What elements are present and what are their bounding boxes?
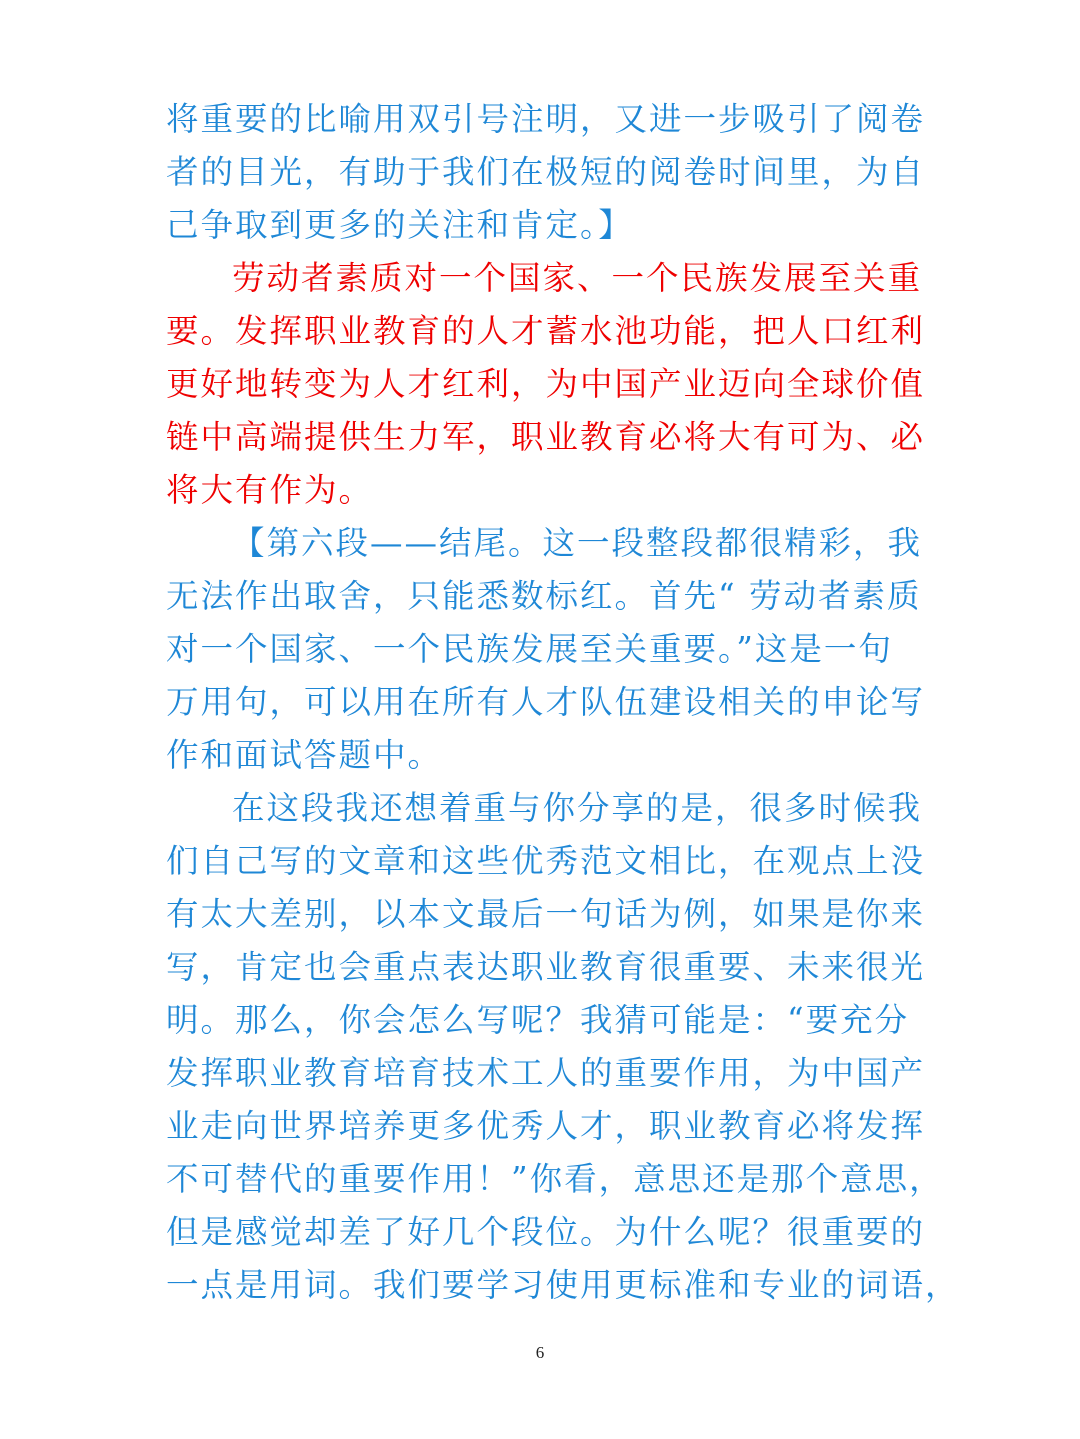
text-line: 万用句，可以用在所有人才队伍建设相关的申论写 [166, 683, 926, 721]
paragraph-sharing [166, 782, 960, 1312]
paragraph-red-quote [166, 252, 926, 517]
text-line: 链中高端提供生力军，职业教育必将大有可为、必 [166, 418, 926, 456]
text-line: 们自己写的文章和这些优秀范文相比，在观点上没 [166, 842, 926, 880]
paragraph-section-six [166, 517, 926, 782]
text-line: 【第六段——结尾。这一段整段都很精彩，我 [232, 524, 923, 562]
text-line: 者的目光，有助于我们在极短的阅卷时间里，为自 [166, 153, 926, 191]
text-line: 劳动者素质对一个国家、一个民族发展至关重 [232, 259, 923, 297]
text-line: 业走向世界培养更多优秀人才，职业教育必将发挥 [166, 1107, 926, 1145]
text-line: 在这段我还想着重与你分享的是，很多时候我 [232, 789, 923, 827]
page-number: 6 [535, 1343, 545, 1362]
text-line: 作和面试答题中。 [166, 736, 443, 774]
text-line: 发挥职业教育培育技术工人的重要作用，为中国产 [166, 1054, 926, 1092]
text-line: 将大有作为。 [166, 471, 374, 509]
paragraph-continuation [166, 93, 926, 252]
text-line: 有太大差别，以本文最后一句话为例，如果是你来 [166, 895, 926, 933]
text-line: 但是感觉却差了好几个段位。为什么呢？很重要的 [166, 1213, 926, 1251]
text-line: 写，肯定也会重点表达职业教育很重要、未来很光 [166, 948, 926, 986]
text-line: 明。那么，你会怎么写呢？我猜可能是：“要充分 [166, 1001, 910, 1039]
text-line: 将重要的比喻用双引号注明，又进一步吸引了阅卷 [166, 100, 926, 138]
text-line: 要。发挥职业教育的人才蓄水池功能，把人口红利 [166, 312, 926, 350]
text-line: 一点是用词。我们要学习使用更标准和专业的词语， [166, 1266, 960, 1304]
text-line: 无法作出取舍，只能悉数标红。首先“ 劳动者素质 [166, 577, 922, 615]
text-line: 己争取到更多的关注和肯定。】 [166, 206, 633, 244]
text-line: 更好地转变为人才红利，为中国产业迈向全球价值 [166, 365, 926, 403]
text-line: 不可替代的重要作用！”你看，意思还是那个意思， [166, 1160, 944, 1198]
text-line: 对一个国家、一个民族发展至关重要。”这是一句 [166, 630, 893, 668]
